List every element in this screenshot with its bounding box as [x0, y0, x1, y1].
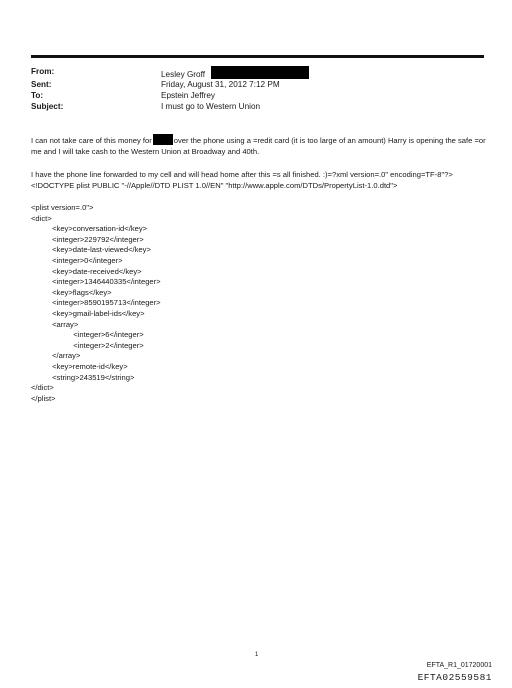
xml-line: <key>flags</key>	[31, 287, 112, 297]
sent-value: Friday, August 31, 2012 7:12 PM	[161, 80, 280, 89]
from-name: Lesley Groff	[161, 70, 205, 79]
xml-line: <integer>6</integer>	[31, 330, 144, 340]
subject-label: Subject:	[31, 102, 64, 111]
xml-line: <key>date-received</key>	[31, 266, 142, 276]
xml-line: <integer>0</integer>	[31, 255, 123, 265]
bates-number-large: EFTA02559581	[417, 672, 492, 683]
from-value	[161, 66, 309, 80]
email-body-paragraph-1	[31, 134, 486, 157]
xml-line: </array>	[31, 351, 81, 361]
para2-text: I have the phone line forwarded to my cell and will head home after this =s all finished. :)=?xml version=.0" encoding=TF-8"?> <!DOCTYPE plist PUBLIC "-//Apple//DTD PLIST 1.0//EN" "http://www.apple.com/DTDs/PropertyList-1.0.dtd">	[31, 170, 453, 190]
to-label: To:	[31, 91, 44, 100]
xml-line: <integer>1346440335</integer>	[31, 277, 161, 287]
para1-end: over the phone using a =redit card (it is too large of an amount) Harry is opening the safe =or me and I will take cash to the Western Union at Broadway and 40th.	[31, 136, 486, 156]
xml-line: <integer>229792</integer>	[31, 234, 144, 244]
redaction-box	[153, 134, 173, 145]
page-number: 1	[255, 652, 259, 658]
xml-line: <dict>	[31, 213, 52, 223]
xml-line: <key>remote-id</key>	[31, 361, 128, 371]
header-rule	[31, 55, 484, 58]
bates-number-small: EFTA_R1_01720001	[426, 662, 492, 669]
xml-line: <array>	[31, 319, 79, 329]
xml-line: <key>date-last-viewed</key>	[31, 245, 151, 255]
xml-line: <integer>8590195713</integer>	[31, 298, 161, 308]
xml-line: <key>gmail-label-ids</key>	[31, 308, 145, 318]
subject-value: I must go to Western Union	[161, 102, 261, 111]
redaction-box	[211, 66, 309, 79]
xml-line: </dict>	[31, 383, 54, 393]
xml-line: <plist version=.0">	[31, 203, 94, 212]
xml-block	[31, 203, 161, 404]
to-value: Epstein Jeffrey	[161, 91, 216, 100]
para1-start: I can not take care of this money for	[31, 136, 152, 145]
sent-label: Sent:	[31, 80, 52, 89]
xml-line: </plist>	[31, 393, 56, 403]
xml-line: <string>243519</string>	[31, 372, 135, 382]
xml-line: <integer>2</integer>	[31, 340, 144, 350]
email-body-paragraph-2	[31, 170, 486, 191]
xml-line: <key>conversation-id</key>	[31, 224, 148, 234]
from-label: From:	[31, 67, 55, 76]
